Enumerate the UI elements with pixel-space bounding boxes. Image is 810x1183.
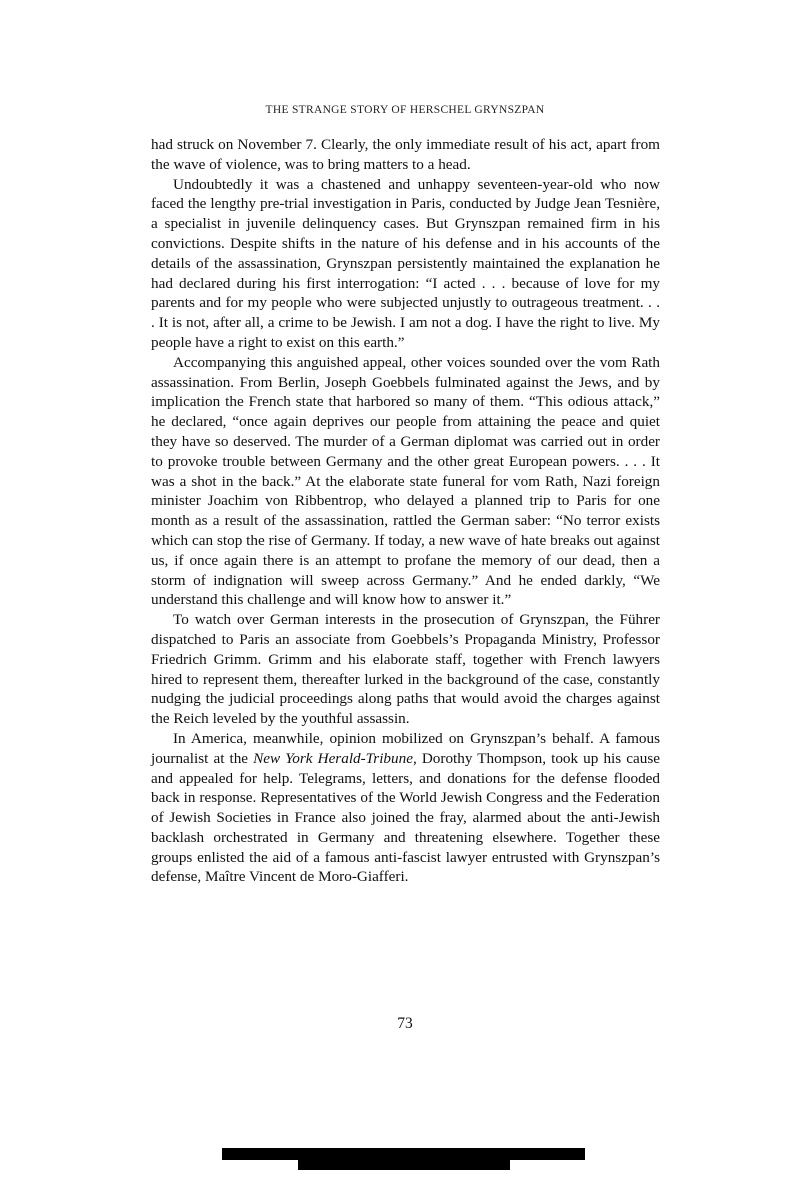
paragraph-4 bbox=[151, 610, 660, 729]
paragraph-5 bbox=[151, 729, 660, 887]
paragraph-5-text-end: Dorothy Thompson, took up his cause and appealed for help. Telegrams, letters, and donations for the defense flooded back in response. Representatives of the World Jewish Congress and the Federation of Jewish Societies in France also joined the fray, alarmed about the anti-Jewish backlash orchestrated in Germany and threatening elsewhere. Together these groups enlisted the aid of a famous anti-fascist lawyer entrusted with Grynszpan’s defense, Maître Vincent de Moro-Giafferi. bbox=[151, 749, 660, 886]
paragraph-4-text: To watch over German interests in the prosecution of Grynszpan, the Führer dispatched to Paris an associate from Goebbels’s Propaganda Ministry, Professor Friedrich Grimm. Grimm and his elaborate staff, together with French lawyers hired to represent them, thereafter lurked in the background of the case, constantly nudging the judicial proceedings along paths that would avoid the charges against the Reich leveled by the youthful assassin. bbox=[151, 611, 660, 728]
paragraph-5-text-start: In America, meanwhile, opinion mobilized on Grynszpan’s behalf. A famous journalist at the bbox=[151, 729, 660, 767]
running-head: THE STRANGE STORY OF HERSCHEL GRYNSZPAN bbox=[265, 104, 545, 116]
paragraph-1-text: had struck on November 7. Clearly, the only immediate result of his act, apart from the wave of violence, was to bring matters to a head. bbox=[151, 136, 660, 173]
paragraph-3-text: Accompanying this anguished appeal, other voices sounded over the vom Rath assassination. From Berlin, Joseph Goebbels fulminated against the Jews, and by implication the French state that harbored so many of them. “This odious attack,” he declared, “once again deprives our people from attaining the peace and quiet they have so deserved. The murder of a German diplomat was carried out in order to provoke trouble between Germany and the other great European powers. . . . It was a shot in the back.” At the elaborate state funeral for vom Rath, Nazi foreign minister Joachim von Ribbentrop, who delayed a planned trip to Paris for one month as a result of the assassination, rattled the German saber: “No terror exists which can stop the rise of Germany. If today, a new wave of hate breaks out against us, if once again there is an attempt to profane the memory of our dead, then a storm of indignation will sweep across Germany.” And he ended darkly, “We understand this challenge and will know how to answer it.” bbox=[151, 353, 660, 609]
paragraph-2-text: Undoubtedly it was a chastened and unhappy seventeen-year-old who now faced the lengthy pre-trial investigation in Paris, conducted by Judge Jean Tesnière, a specialist in juvenile delinquency cases. But Grynszpan remained firm in his convictions. Despite shifts in the nature of his defense and in his accounts of the details of the assassination, Grynszpan persistently maintained the explanation he had declared during his first interrogation: “I acted . . . because of love for my parents and for my people who were subjected unjustly to outrageous treatment. . . . It is not, after all, a crime to be Jewish. I am not a dog. I have the right to live. My people have a right to exist on this earth.” bbox=[151, 175, 660, 351]
newspaper-title: New York Herald-Tribune, bbox=[253, 749, 417, 767]
paragraph-1 bbox=[151, 135, 660, 175]
paragraph-3 bbox=[151, 353, 660, 610]
page-number: 73 bbox=[397, 1015, 413, 1032]
paragraph-2 bbox=[151, 175, 660, 353]
scan-edge-bar-bottom bbox=[298, 1158, 510, 1170]
body-text bbox=[151, 135, 660, 887]
